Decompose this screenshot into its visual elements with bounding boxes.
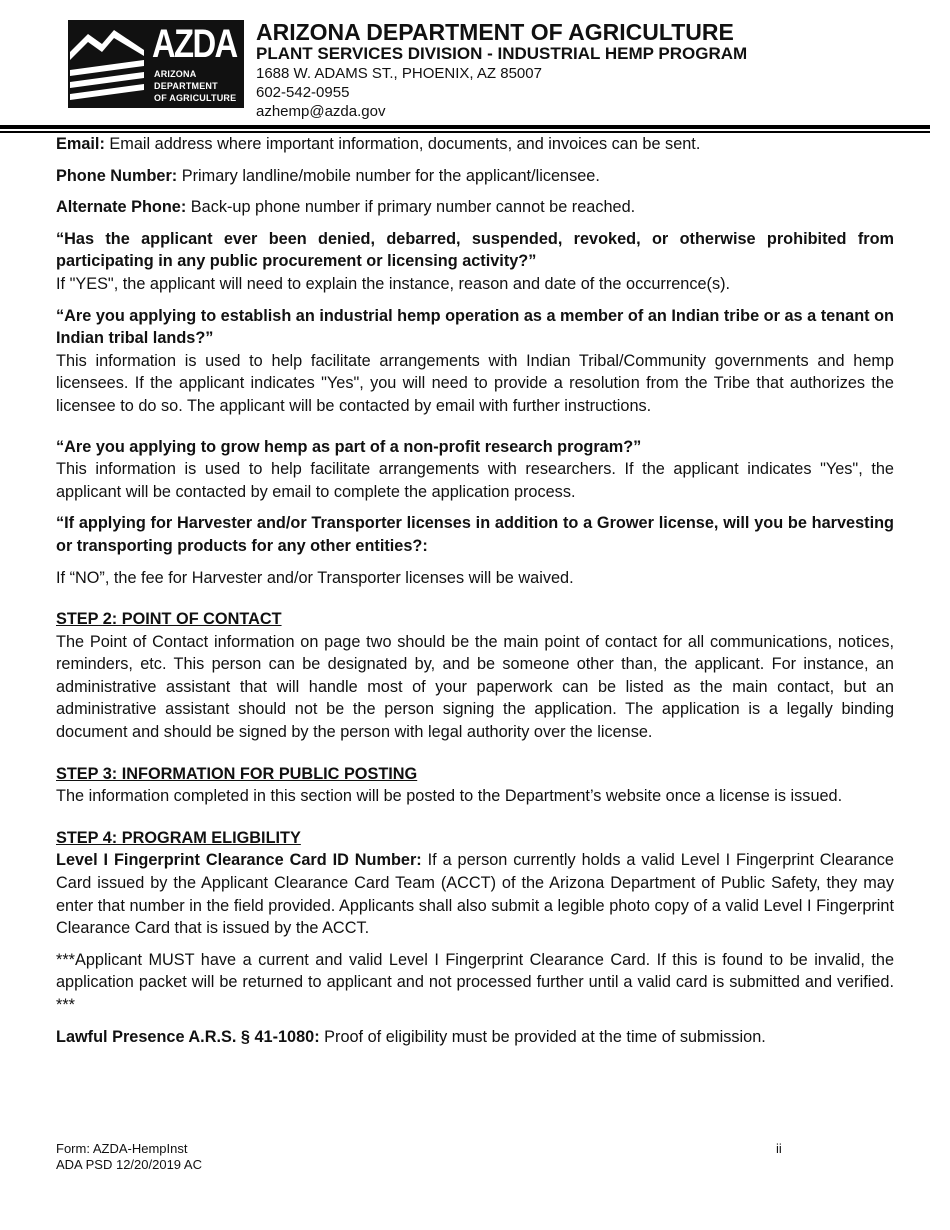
step3-text: The information completed in this section will be posted to the Department’s website once a license is issued. xyxy=(56,787,843,806)
azda-logo xyxy=(68,20,244,108)
answer-harvester: If “NO”, the fee for Harvester and/or Transporter licenses will be waived. xyxy=(56,568,574,587)
organization-name: ARIZONA DEPARTMENT OF AGRICULTURE xyxy=(256,19,734,45)
step2-text: The Point of Contact information on page two should be the main point of contact for all communications, notices, reminders, etc. This person can be designated by, and be someone other than, the applicant. For instance, an administrative assistant that will handle most of your paperwork can be listed as the main contact, but an administrative assistant should not be the person signing the application. The application is a legally binding document and should be signed by the person with legal authority over the license. xyxy=(56,632,894,742)
email-address: azhemp@azda.gov xyxy=(256,103,386,120)
organization-info xyxy=(256,20,747,121)
fingerprint-notice: ***Applicant MUST have a current and valid Level I Fingerprint Clearance Card. If this is found to be invalid, the application packet will be returned to applicant and not processed further until a valid card is submitted and verified. *** xyxy=(56,950,894,1014)
form-id: Form: AZDA-HempInst xyxy=(56,1141,188,1156)
field-phone: Phone Number: Primary landline/mobile number for the applicant/licensee. xyxy=(56,166,600,185)
lawful-presence: Lawful Presence A.R.S. § 41-1080: Proof of eligibility must be provided at the time of submission. xyxy=(56,1027,766,1046)
answer-tribal: This information is used to help facilitate arrangements with Indian Tribal/Community governments and hemp licensees. If the applicant indicates "Yes", you will need to provide a resolution from the Tribe that authorizes the licensee to do so. The applicant will be contacted by email with further instructions. xyxy=(56,351,894,415)
division-name: PLANT SERVICES DIVISION - INDUSTRIAL HEMP PROGRAM xyxy=(256,44,748,63)
mountain-logo-icon xyxy=(68,20,146,108)
fingerprint-clearance: Level I Fingerprint Clearance Card ID Number: If a person currently holds a valid Level I Fingerprint Clearance Card issued by the Applicant Clearance Card Team (ACCT) of the Arizona Department of Public Safety, they may enter that number in the field provided. Applicants shall also submit a legible photo copy of a valid Level I Fingerprint Clearance Card that is issued by the ACCT. xyxy=(56,851,894,938)
step2-heading: STEP 2: POINT OF CONTACT xyxy=(56,610,282,629)
question-research: “Are you applying to grow hemp as part of a non-profit research program?” xyxy=(56,437,642,456)
answer-denied: If "YES", the applicant will need to explain the instance, reason and date of the occurrence(s). xyxy=(56,274,731,293)
step4-heading: STEP 4: PROGRAM ELIGBILITY xyxy=(56,828,301,847)
question-harvester: “If applying for Harvester and/or Transporter licenses in addition to a Grower license, will you be harvesting or transporting products for any other entities?: xyxy=(56,514,894,555)
footer-form-info xyxy=(56,1141,202,1173)
form-revision: ADA PSD 12/20/2019 AC xyxy=(56,1157,202,1172)
logo-subtitle: ARIZONA DEPARTMENT OF AGRICULTURE xyxy=(154,69,237,103)
phone: 602-542-0955 xyxy=(256,84,350,101)
step3-heading: STEP 3: INFORMATION FOR PUBLIC POSTING xyxy=(56,764,418,783)
document-header xyxy=(0,0,950,130)
page-number: ii xyxy=(776,1141,782,1156)
field-alternate-phone: Alternate Phone: Back-up phone number if primary number cannot be reached. xyxy=(56,198,636,217)
logo-abbreviation: AZDA xyxy=(152,22,237,66)
address: 1688 W. ADAMS ST., PHOENIX, AZ 85007 xyxy=(256,65,542,82)
question-denied: “Has the applicant ever been denied, debarred, suspended, revoked, or otherwise prohibited from participating in any public procurement or licensing activity?” xyxy=(56,229,894,271)
header-rule-thick xyxy=(0,125,930,129)
answer-research: This information is used to help facilitate arrangements with researchers. If the applicant indicates "Yes", the applicant will be contacted by email to complete the application process. xyxy=(56,460,894,501)
field-email: Email: Email address where important information, documents, and invoices can be sent. xyxy=(56,135,701,153)
document-body xyxy=(56,133,894,1048)
question-tribal: “Are you applying to establish an industrial hemp operation as a member of an Indian tribe or as a tenant on Indian tribal lands?” xyxy=(56,306,894,348)
